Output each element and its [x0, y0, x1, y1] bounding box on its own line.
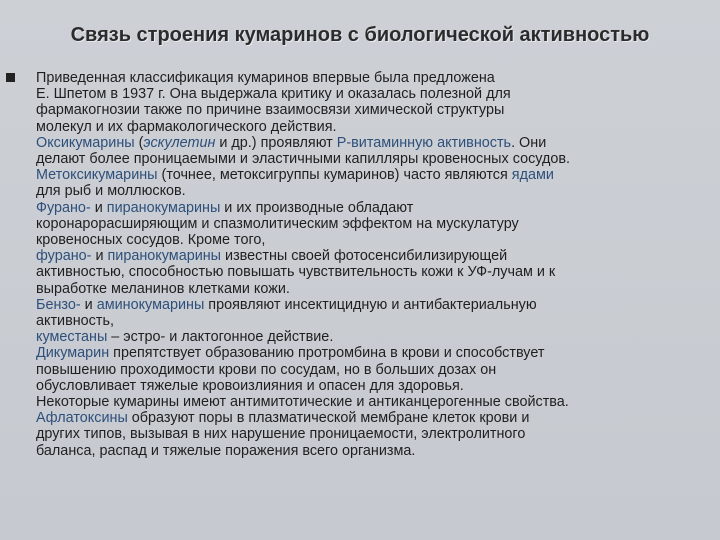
text-line: активность, [36, 313, 114, 330]
text: – эстро- и лактогонное действие. [107, 329, 334, 346]
paragraph-furano-pyrano [36, 200, 706, 249]
intro-line-1: Приведенная классификация кумаринов впервые была предложена [36, 70, 495, 86]
text: известны своей фотосенсибилизирующей [221, 248, 508, 265]
text: образуют поры в плазматической мембране клеток крови и [127, 410, 530, 427]
text-line: коронарорасширяющим и спазмолитическим эффектом на мускулатуру [36, 215, 519, 232]
term-coumestans: куместаны [36, 329, 108, 346]
paragraph-oxycoumarins [36, 135, 706, 167]
text-line: для рыб и моллюсков. [36, 183, 186, 200]
paragraph-intro [36, 70, 706, 135]
text-line: баланса, распад и тяжелые поражения всего организма. [36, 442, 416, 459]
text: и др.) проявляют [215, 134, 337, 151]
paragraph-dicoumarin [36, 345, 706, 394]
term-aflatoxins: Афлатоксины [36, 410, 128, 427]
term-dicoumarin: Дикумарин [36, 345, 110, 362]
term-furano: Фурано- [36, 199, 91, 216]
intro-line-4: молекул и их фармакологического действия. [36, 118, 337, 135]
text: и [80, 296, 97, 313]
term-methoxycoumarins: Метоксикумарины [36, 167, 158, 184]
paragraph-coumestans [36, 329, 706, 345]
square-bullet-icon [6, 73, 15, 82]
text-line: Некоторые кумарины имеют антимитотические и антиканцерогенные свойства. [36, 394, 569, 411]
text: и [91, 248, 108, 265]
term-poisons: ядами [511, 167, 554, 184]
term-pyranocoumarins: пиранокумарины [106, 199, 221, 216]
intro-line-3: фармакогнозии также по причине взаимосвязи химической структуры [36, 102, 505, 119]
intro-line-2: Е. Шпетом в 1937 г. Она выдержала критику и оказалась полезной для [36, 86, 511, 103]
text-line: повышению проходимости крови по сосудам, но в больших дозах он [36, 361, 497, 378]
term-oxycoumarins: Оксикумарины [36, 134, 135, 151]
slide-title: Связь строения кумаринов с биологической активностью [70, 24, 650, 46]
text-line: активностью, способностью повышать чувствительность кожи к УФ-лучам и к [36, 264, 556, 281]
paragraph-aflatoxins [36, 394, 706, 459]
term-aminocoumarins: аминокумарины [96, 296, 205, 313]
term-esculetin: эскулетин [143, 134, 216, 151]
paragraph-benzo-amino [36, 297, 706, 329]
text: (точнее, метоксигруппы кумаринов) часто являются [157, 167, 512, 184]
text: проявляют инсектицидную и антибактериальную [204, 296, 537, 313]
text: и [90, 199, 107, 216]
term-furano: фурано- [36, 248, 92, 265]
term-benzo: Бензо- [36, 296, 81, 313]
text: препятствует образованию протромбина в крови и способствует [109, 345, 545, 362]
text: ( [134, 134, 144, 151]
text: . Они [511, 134, 547, 151]
term-pyranocoumarins: пиранокумарины [107, 248, 222, 265]
body-text [36, 70, 706, 459]
text-line: кровеносных сосудов. Кроме того, [36, 232, 266, 249]
text-line: обусловливает тяжелые кровоизлияния и опасен для здоровья. [36, 377, 464, 394]
term-p-vitamin: Р-витаминную активность [336, 134, 512, 151]
text-line: выработке меланинов клетками кожи. [36, 280, 290, 297]
paragraph-photosensitizing [36, 248, 706, 297]
paragraph-methoxycoumarins [36, 167, 706, 199]
text-line: делают более проницаемыми и эластичными капилляры кровеносных сосудов. [36, 151, 571, 168]
text-line: других типов, вызывая в них нарушение проницаемости, электролитного [36, 426, 526, 443]
text: и их производные обладают [220, 199, 414, 216]
